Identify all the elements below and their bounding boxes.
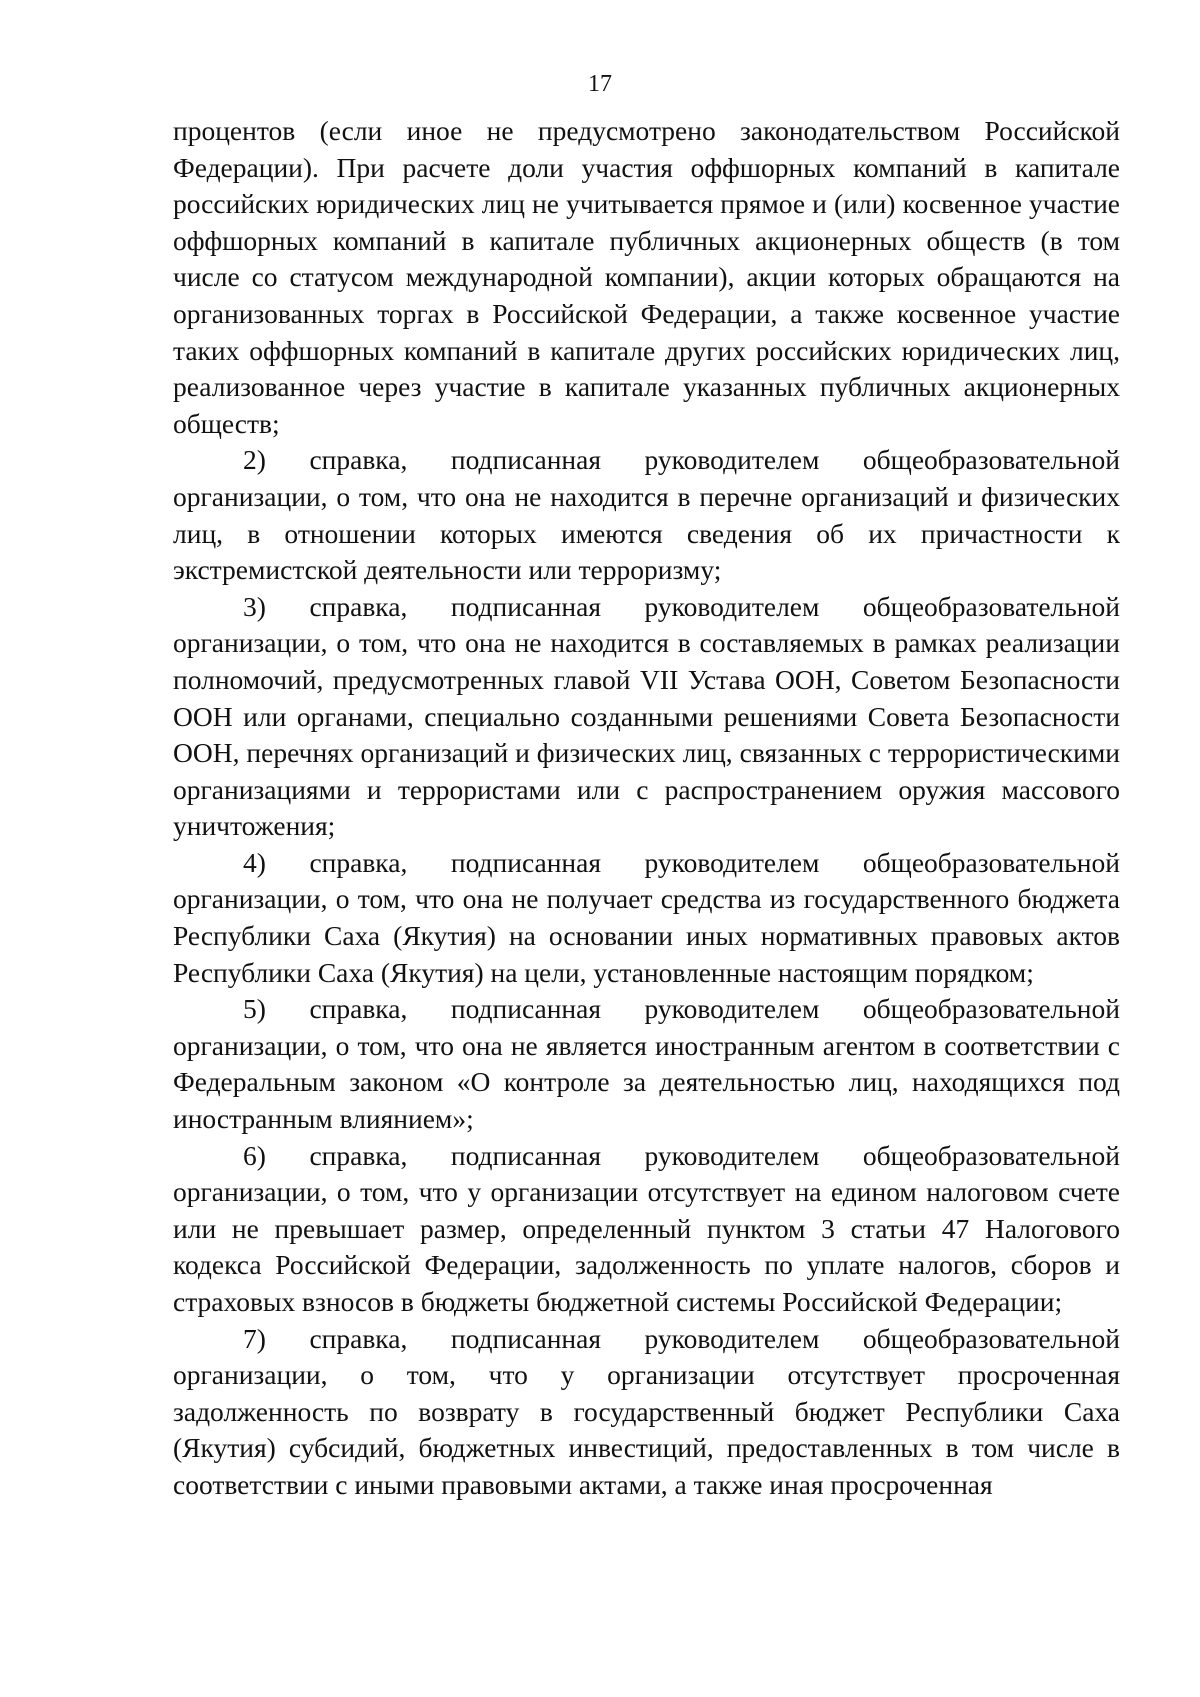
list-item-6: 6) справка, подписанная руководителем общеобразовательной организации, о том, что у организации отсутствует на едином налоговом счете или не превышает размер, определенный пунктом 3 статьи 47 Налогового кодекса Российской Федерации, задолженность по уплате налогов, сборов и страховых взносов в бюджеты бюджетной системы Российской Федерации; (173, 1139, 1120, 1317)
document-body (173, 113, 1120, 1504)
list-item-3: 3) справка, подписанная руководителем общеобразовательной организации, о том, что она не находится в составляемых в рамках реализации полномочий, предусмотренных главой VII Устава ООН, Советом Безопасности ООН или органами, специально созданными решениями Совета Безопасности ООН, перечнях организаций и физических лиц, связанных с террористическими организациями и террористами или с распространением оружия массового уничтожения; (173, 590, 1120, 842)
list-item-4: 4) справка, подписанная руководителем общеобразовательной организации, о том, что она не получает средства из государственного бюджета Республики Саха (Якутия) на основании иных нормативных правовых актов Республики Саха (Якутия) на цели, установленные настоящим порядком; (173, 846, 1120, 988)
page-number: 17 (588, 71, 612, 97)
list-item-5: 5) справка, подписанная руководителем общеобразовательной организации, о том, что она не является иностранным агентом в соответствии с Федеральным законом «О контроле за деятельностью лиц, находящихся под иностранным влиянием»; (173, 993, 1120, 1135)
list-item-2: 2) справка, подписанная руководителем общеобразовательной организации, о том, что она не находится в перечне организаций и физических лиц, в отношении которых имеются сведения об их причастности к экстремистской деятельности или терроризму; (173, 444, 1120, 586)
paragraph-continuation: процентов (если иное не предусмотрено законодательством Российской Федерации). При расчете доли участия оффшорных компаний в капитале российских юридических лиц не учитывается прямое и (или) косвенное участие оффшорных компаний в капитале публичных акционерных обществ (в том числе со статусом международной компании), акции которых обращаются на организованных торгах в Российской Федерации, а также косвенное участие таких оффшорных компаний в капитале других российских юридических лиц, реализованное через участие в капитале указанных публичных акционерных обществ; (173, 115, 1120, 439)
list-item-7: 7) справка, подписанная руководителем общеобразовательной организации, о том, что у организации отсутствует просроченная задолженность по возврату в государственный бюджет Республики Саха (Якутия) субсидий, бюджетных инвестиций, предоставленных в том числе в соответствии с иными правовыми актами, а также иная просроченная (173, 1322, 1120, 1500)
